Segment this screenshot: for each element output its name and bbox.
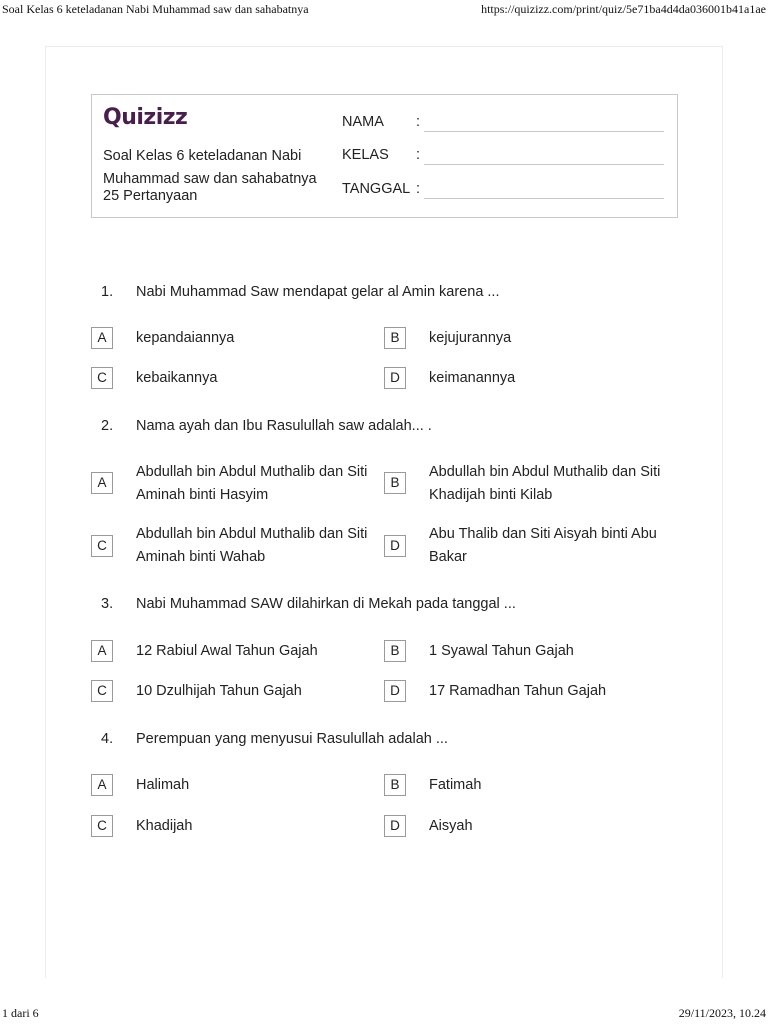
- option-letter: D: [384, 680, 406, 702]
- option-letter: B: [384, 640, 406, 662]
- option-letter: C: [91, 367, 113, 389]
- class-field-line: [424, 164, 664, 165]
- option-text: kebaikannya: [136, 370, 218, 386]
- quizizz-logo: Quizizz: [103, 105, 188, 130]
- question-count: 25 Pertanyaan: [103, 188, 198, 204]
- option-text: Halimah: [136, 777, 190, 793]
- option-text: Aisyah: [429, 818, 473, 834]
- question-number: 2.: [101, 418, 114, 434]
- option-text: Abu Thalib dan Siti Aisyah binti Abu Bakar: [429, 526, 657, 565]
- option-letter: D: [384, 535, 406, 557]
- option-letter: A: [91, 640, 113, 662]
- question-number: 1.: [101, 284, 114, 300]
- option-text: 12 Rabiul Awal Tahun Gajah: [136, 643, 318, 659]
- option-text: keimanannya: [429, 370, 516, 386]
- print-header-title: Soal Kelas 6 keteladanan Nabi Muhammad saw dan sahabatnya: [2, 2, 309, 16]
- name-field-colon: :: [416, 114, 421, 130]
- option-letter: A: [91, 774, 113, 796]
- option-letter: A: [91, 327, 113, 349]
- page-indicator: 1 dari 6: [2, 1006, 39, 1020]
- option-letter: B: [384, 774, 406, 796]
- option-text: Abdullah bin Abdul Muthalib dan Siti Khadijah binti Kilab: [429, 464, 661, 503]
- option-text: 1 Syawal Tahun Gajah: [429, 643, 574, 659]
- option-text: 17 Ramadhan Tahun Gajah: [429, 683, 607, 699]
- print-header-url: https://quizizz.com/print/quiz/5e71ba4d4da036001b41a1ae: [481, 2, 766, 16]
- question-text: Nabi Muhammad SAW dilahirkan di Mekah pada tanggal ...: [136, 596, 516, 612]
- date-field-line: [424, 198, 664, 199]
- print-datetime: 29/11/2023, 10.24: [678, 1006, 766, 1020]
- option-letter: C: [91, 535, 113, 557]
- option-letter: C: [91, 815, 113, 837]
- question-text: Perempuan yang menyusui Rasulullah adalah ...: [136, 731, 448, 747]
- name-field-line: [424, 131, 664, 132]
- question-number: 4.: [101, 731, 114, 747]
- class-field-label: KELAS: [342, 147, 389, 163]
- option-text: kepandaiannya: [136, 330, 235, 346]
- option-text: Fatimah: [429, 777, 482, 793]
- question-number: 3.: [101, 596, 114, 612]
- option-letter: C: [91, 680, 113, 702]
- option-letter: B: [384, 472, 406, 494]
- print-header: [0, 0, 768, 20]
- option-text: kejujurannya: [429, 330, 512, 346]
- date-field-label: TANGGAL: [342, 181, 411, 197]
- option-text: 10 Dzulhijah Tahun Gajah: [136, 683, 302, 699]
- option-text: Abdullah bin Abdul Muthalib dan Siti Aminah binti Wahab: [136, 526, 368, 565]
- option-text: Khadijah: [136, 818, 193, 834]
- quiz-title: Soal Kelas 6 keteladanan Nabi Muhammad saw dan sahabatnya: [103, 148, 317, 187]
- question-text: Nabi Muhammad Saw mendapat gelar al Amin karena ...: [136, 284, 500, 300]
- option-letter: B: [384, 327, 406, 349]
- class-field-colon: :: [416, 147, 421, 163]
- option-letter: A: [91, 472, 113, 494]
- question-text: Nama ayah dan Ibu Rasulullah saw adalah... .: [136, 418, 432, 434]
- option-letter: D: [384, 815, 406, 837]
- name-field-label: NAMA: [342, 114, 384, 130]
- quiz-header-box: [91, 94, 678, 218]
- option-letter: D: [384, 367, 406, 389]
- date-field-colon: :: [416, 181, 421, 197]
- option-text: Abdullah bin Abdul Muthalib dan Siti Aminah binti Hasyim: [136, 464, 368, 503]
- print-footer: [0, 1004, 768, 1024]
